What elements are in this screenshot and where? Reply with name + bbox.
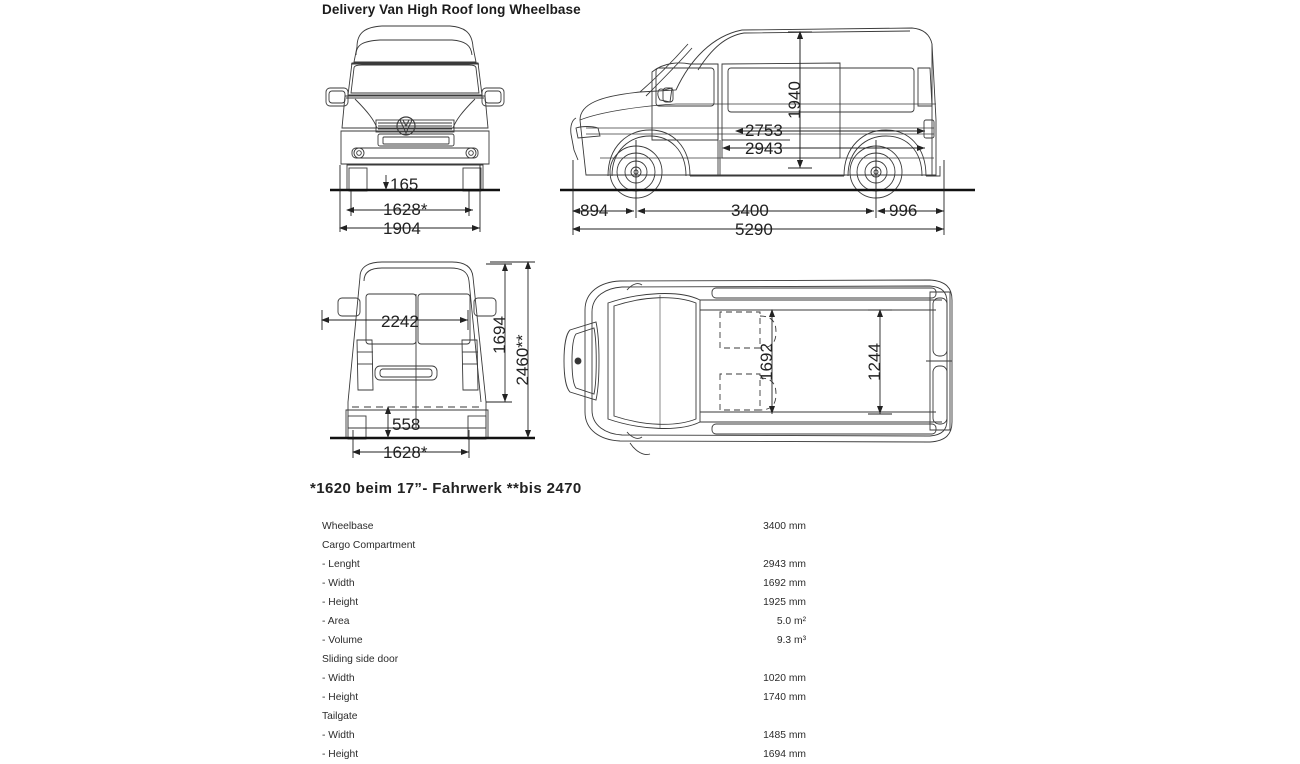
dim-rear-tailgate-height: 1694 <box>490 316 509 354</box>
spec-row <box>322 745 806 764</box>
spec-row <box>322 707 806 726</box>
dim-front-overall-width: 1904 <box>383 219 421 238</box>
spec-label: - Height <box>322 597 359 608</box>
spec-row <box>322 612 806 631</box>
dim-side-overall-length: 5290 <box>735 220 773 239</box>
spec-label: Sliding side door <box>322 654 399 665</box>
spec-row <box>322 593 806 612</box>
dim-rear-overall-height: 2460** <box>513 334 532 386</box>
spec-row <box>322 688 806 707</box>
rear-view-dimensions <box>322 262 535 458</box>
spec-value: 1692 mm <box>763 578 806 589</box>
spec-value: 3400 mm <box>763 521 806 532</box>
dim-rear-track: 1628* <box>383 443 428 462</box>
spec-value: 9.3 m³ <box>776 635 806 646</box>
spec-value: 1694 mm <box>763 749 806 760</box>
spec-value: 1925 mm <box>763 597 806 608</box>
spec-row <box>322 631 806 650</box>
dim-front-track: 1628* <box>383 200 428 219</box>
dim-side-2943: 2943 <box>745 139 783 158</box>
specification-table <box>322 517 806 764</box>
dim-front-ground-clearance: 165 <box>390 175 419 194</box>
spec-row <box>322 536 806 555</box>
dim-side-rear-overhang: 996 <box>889 201 918 220</box>
dim-top-cargo-width: 1692 <box>757 343 776 381</box>
dim-side-wheelbase: 3400 <box>731 201 769 220</box>
spec-label: Cargo Compartment <box>322 540 416 551</box>
side-view-outline <box>571 28 940 198</box>
spec-value: 1740 mm <box>763 692 806 703</box>
spec-label: - Width <box>322 673 355 684</box>
spec-row <box>322 555 806 574</box>
spec-value: 5.0 m² <box>776 616 806 627</box>
spec-value: 2943 mm <box>763 559 806 570</box>
dim-rear-2242: 2242 <box>381 312 419 331</box>
spec-label: Tailgate <box>322 711 358 722</box>
spec-label: - Height <box>322 749 359 760</box>
spec-row <box>322 726 806 745</box>
front-view-outline <box>326 26 504 191</box>
spec-label: - Width <box>322 578 355 589</box>
spec-row <box>322 517 806 536</box>
spec-label: - Area <box>322 616 350 627</box>
dim-side-front-overhang: 894 <box>580 201 609 220</box>
dim-top-arch-width: 1244 <box>865 343 884 381</box>
spec-label: - Volume <box>322 635 363 646</box>
dim-rear-loading-sill: 558 <box>392 415 421 434</box>
page-title: Delivery Van High Roof long Wheelbase <box>322 2 581 17</box>
spec-label: - Lenght <box>322 559 360 570</box>
footnote-text: *1620 beim 17”- Fahrwerk **bis 2470 <box>310 480 582 497</box>
spec-row <box>322 650 806 669</box>
spec-value: 1020 mm <box>763 673 806 684</box>
rear-view-outline <box>338 262 496 439</box>
spec-label: - Height <box>322 692 359 703</box>
spec-row <box>322 574 806 593</box>
dim-side-interior-height: 1940 <box>785 81 804 119</box>
spec-label: - Width <box>322 730 355 741</box>
spec-label: Wheelbase <box>322 521 374 532</box>
dim-side-2753: 2753 <box>745 121 783 140</box>
spec-row <box>322 669 806 688</box>
spec-value: 1485 mm <box>763 730 806 741</box>
